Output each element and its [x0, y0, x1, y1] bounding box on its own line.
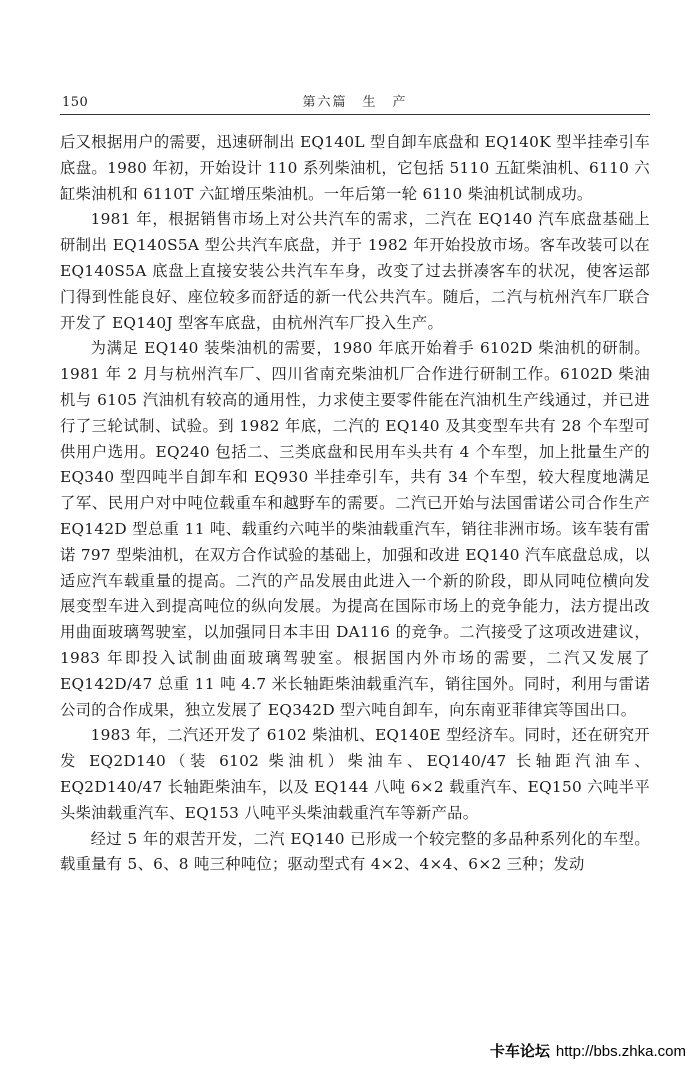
- watermark: [490, 1040, 686, 1061]
- paragraph: 后又根据用户的需要，迅速研制出 EQ140L 型自卸车底盘和 EQ140K 型半挂牵引车底盘。1980 年初，开始设计 110 系列柴油机，它包括 5110 五缸柴油机、6110 六缸柴油机和 6110T 六缸增压柴油机。一年后第一轮 6110 柴油机试制成功。: [60, 133, 650, 203]
- body-text: [60, 130, 650, 878]
- running-head: 第六篇 生 产: [302, 95, 408, 110]
- page-number: 150: [62, 95, 89, 110]
- watermark-name: 卡车论坛: [489, 1043, 550, 1060]
- paragraph: 经过 5 年的艰苦开发，二汽 EQ140 已形成一个较完整的多品种系列化的车型。载重量有 5、6、8 吨三种吨位；驱动型式有 4×2、4×4、6×2 三种；发动: [60, 829, 650, 874]
- paragraph: 为满足 EQ140 装柴油机的需要，1980 年底开始着手 6102D 柴油机的研制。1981 年 2 月与杭州汽车厂、四川省南充柴油机厂合作进行研制工作。6102D 柴油机与 6105 汽油机有较高的通用性，力求使主要零件能在汽油机生产线通过，并已进行了三轮试制、试验。到 1982 年底，二汽的 EQ140 及其变型车共有 28 个车型可供用户选用。EQ240 包括二、三类底盘和民用车头共有 4 个车型，加上批量生产的 EQ340 型四吨半自卸车和 EQ930 半挂牵引车，共有 34 个车型，较大程度地满足了军、民用户对中吨位载重车和越野车的需要。二汽已开始与法国雷诺公司合作生产 EQ142D 型总重 11 吨、载重约六吨半的柴油载重汽车，销往非洲市场。该车装有雷诺 797 型柴油机，在双方合作试验的基础上，加强和改进 EQ140 汽车底盘总成，以适应汽车载重量的提高。二汽的产品发展由此进入一个新的阶段，即从同吨位横向发展变型车进入到提高吨位的纵向发展。为提高在国际市场上的竞争能力，法方提出改用曲面玻璃驾驶室，以加强同日本丰田 DA116 的竞争。二汽接受了这项改进建议，1983 年即投入试制曲面玻璃驾驶室。根据国内外市场的需要，二汽又发展了 EQ142D/47 总重 11 吨 4.7 米长轴距柴油载重汽车，销往国外。同时，利用与雷诺公司的合作成果，独立发展了 EQ342D 型六吨自卸车，向东南亚菲律宾等国出口。: [60, 339, 650, 719]
- paragraph: 1981 年，根据销售市场上对公共汽车的需求，二汽在 EQ140 汽车底盘基础上研制出 EQ140S5A 型公共汽车底盘，并于 1982 年开始投放市场。客车改装可以在 EQ140S5A 底盘上直接安装公共汽车车身，改变了过去拼凑客车的状况，使客运部门得到性能良好、座位较多而舒适的新一代公共汽车。随后，二汽与杭州汽车厂联合开发了 EQ140J 型客车底盘，由杭州汽车厂投入生产。: [60, 210, 650, 332]
- page-header: [60, 90, 650, 115]
- watermark-url: http://bbs.zhka.com: [555, 1043, 686, 1060]
- paragraph: 1983 年，二汽还开发了 6102 柴油机、EQ140E 型经济车。同时，还在研究开发 EQ2D140（装 6102 柴油机）柴油车、EQ140/47 长轴距汽油车、EQ2D140/47 长轴距柴油车，以及 EQ144 八吨 6×2 载重汽车、EQ150 六吨半平头柴油载重汽车、EQ153 八吨平头柴油载重汽车等新产品。: [60, 726, 650, 822]
